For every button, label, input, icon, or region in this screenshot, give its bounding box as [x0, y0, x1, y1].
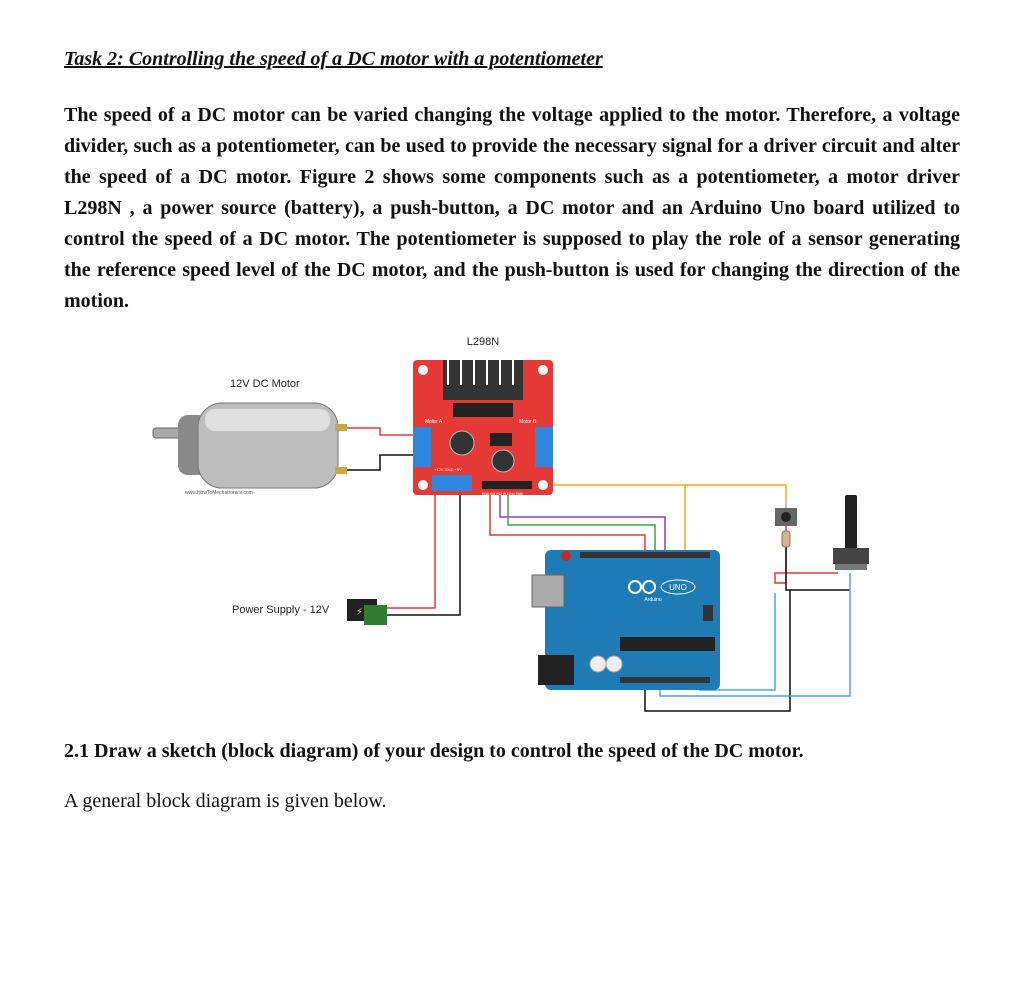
- wire-motor-black: [345, 455, 418, 470]
- mount-hole-tr: [538, 365, 548, 375]
- terminal-power: [432, 475, 472, 491]
- l298n-board: [413, 353, 553, 496]
- header-bottom: [620, 677, 710, 683]
- atmega-chip: [620, 637, 715, 651]
- header-top: [580, 552, 710, 558]
- terminal-motor-a: [413, 427, 431, 467]
- driver-label: L298N: [466, 336, 500, 348]
- dc-motor-group: [153, 378, 347, 496]
- wiring-figure: [0, 325, 1024, 725]
- wire-power-red: [387, 495, 435, 608]
- battery-pcb: [364, 605, 387, 625]
- capacitor-left: [450, 431, 474, 455]
- arduino-brand: Arduino: [644, 597, 662, 603]
- motor-highlight: [205, 409, 330, 431]
- barrel-jack: [538, 655, 574, 685]
- motor-label: 12V DC Motor: [230, 378, 300, 390]
- motor-terminal-bottom: [335, 467, 347, 474]
- control-header: [482, 481, 532, 489]
- watermark-url: www.HowToMechatronics.com: [185, 490, 253, 496]
- l298n-chip: [453, 403, 513, 417]
- power-pins-label: +12V GND +5V: [434, 467, 462, 472]
- mount-hole-bl: [418, 480, 428, 490]
- mount-hole-br: [538, 480, 548, 490]
- power-supply-group: [232, 599, 387, 625]
- heatsink: [443, 360, 523, 400]
- wire-motor-red: [345, 428, 418, 435]
- mount-hole-tl: [418, 365, 428, 375]
- question-text: A general block diagram is given below.: [64, 790, 387, 812]
- cap-1: [590, 656, 606, 672]
- power-label: Power Supply - 12V: [232, 604, 330, 616]
- push-button: [775, 500, 797, 547]
- header-icsp: [703, 605, 713, 621]
- arduino-uno: [532, 550, 720, 690]
- regulator: [490, 433, 512, 446]
- control-pins-label: ENA IN1 IN2 IN3 IN4 ENB: [482, 492, 523, 496]
- cap-2: [606, 656, 622, 672]
- task-title: Task 2: Controlling the speed of a DC motor with a potentiometer: [64, 48, 603, 70]
- pot-body: [833, 548, 869, 564]
- question-heading: 2.1 Draw a sketch (block diagram) of your design to control the speed of the DC motor.: [64, 740, 804, 762]
- terminal-motor-b: [535, 427, 553, 467]
- motor-a-label: Motor A: [425, 419, 443, 425]
- wire-power-black: [387, 495, 460, 615]
- pot-knob: [845, 495, 857, 550]
- button-cap: [781, 512, 791, 522]
- intro-paragraph: The speed of a DC motor can be varied changing the voltage applied to the motor. Therefore, a voltage divider, such as a potentiometer, can be used to provide the necessary signal for a driver circuit and alter the speed of a DC motor. Figure 2 shows some components such as a potentiometer, a motor driver L298N , a power source (battery), a push-button, a DC motor and an Arduino Uno board utilized to control the speed of a DC motor. The potentiometer is supposed to play the role of a sensor generating the reference speed level of the DC motor, and the push-button is used for changing the direction of the motion.: [64, 104, 960, 312]
- uno-badge: UNO: [669, 583, 687, 592]
- wire-green: [508, 495, 655, 555]
- bolt-icon: ⚡: [356, 607, 364, 618]
- potentiometer: [833, 495, 869, 570]
- wire-orange-button: [685, 485, 786, 500]
- motor-b-label: Motor B: [519, 419, 537, 425]
- usb-port: [532, 575, 564, 607]
- capacitor-right: [492, 450, 514, 472]
- pot-base: [835, 564, 867, 570]
- motor-terminal-top: [335, 424, 347, 431]
- resistor: [782, 531, 790, 547]
- reset-button: [561, 551, 571, 561]
